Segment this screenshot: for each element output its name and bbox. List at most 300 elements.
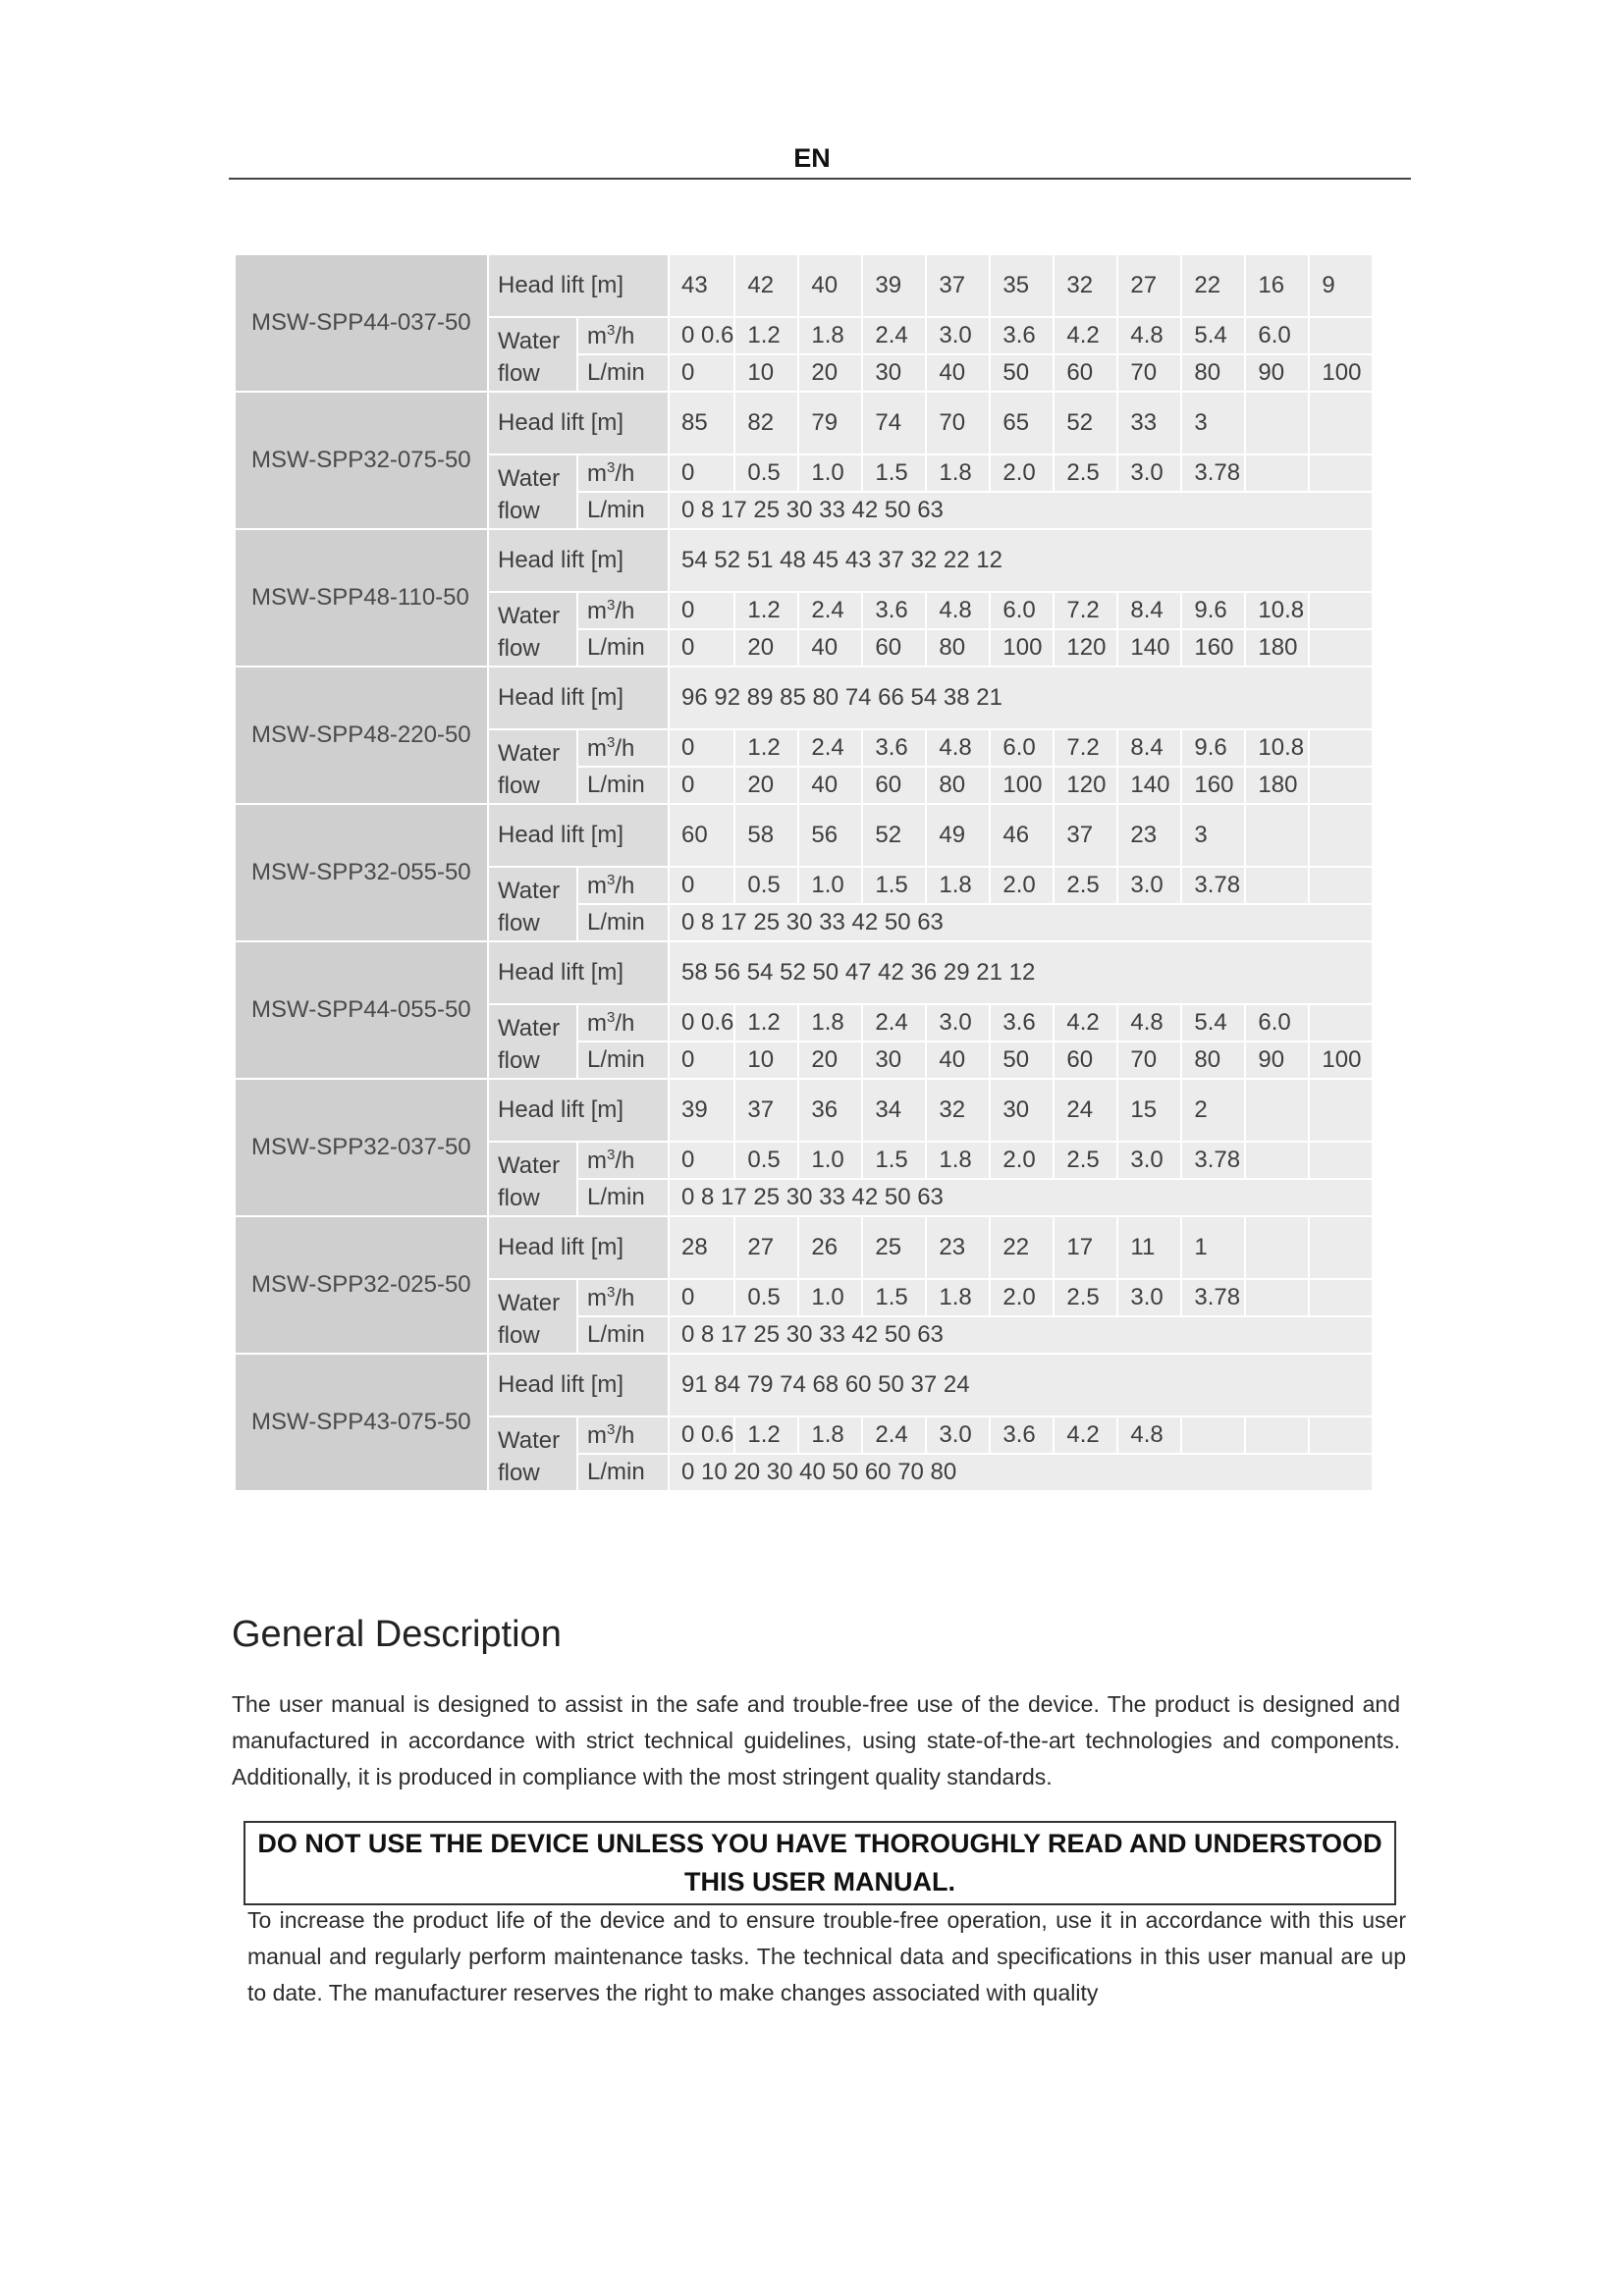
value-cell: 10.8: [1245, 729, 1309, 767]
intro-paragraph: The user manual is designed to assist in the safe and trouble-free use of the device. The product is designed and manufactured in accordance with strict technical guidelines, using state-of-the-art technologies and components. Additionally, it is produced in compliance with the most stringent quality standards.: [232, 1691, 1400, 1789]
section-heading: General Description: [232, 1614, 562, 1655]
value-cell: 26: [798, 1216, 862, 1279]
value-cell: 1.0: [798, 867, 862, 904]
value-cell: 6.0: [990, 729, 1054, 767]
value-cell: 70: [1117, 1041, 1181, 1079]
unit-base: m: [587, 1009, 607, 1037]
water-flow-label: [488, 592, 577, 667]
unit-exponent: 3: [607, 871, 616, 888]
unit-exponent: 3: [607, 733, 616, 751]
table-row: [235, 529, 1373, 592]
value-cell: 52: [862, 804, 926, 867]
value-cell: 60: [1054, 354, 1117, 392]
value-cell: 20: [734, 767, 798, 804]
value-cell: 22: [990, 1216, 1054, 1279]
value-cell: 32: [1054, 254, 1117, 317]
unit-base: m: [587, 1284, 607, 1311]
value-cell: 85: [669, 392, 734, 454]
value-cell: 5.4: [1181, 1004, 1245, 1041]
value-cell: 1.5: [862, 867, 926, 904]
value-cell: 39: [862, 254, 926, 317]
value-cell: 30: [990, 1079, 1054, 1142]
value-cell: 3.0: [1117, 1142, 1181, 1179]
unit-base: m: [587, 1147, 607, 1174]
value-cell: 4.8: [1117, 317, 1181, 354]
value-cell: 1.8: [798, 1416, 862, 1454]
empty-cell: [1309, 592, 1373, 629]
value-cell: 27: [1117, 254, 1181, 317]
m3h-unit-label: [577, 454, 669, 492]
value-cell: 24: [1054, 1079, 1117, 1142]
unit-base: m: [587, 734, 607, 762]
value-cell: 2.4: [798, 729, 862, 767]
water-label: Water: [498, 603, 561, 629]
value-cell: 4.2: [1054, 1416, 1117, 1454]
value-cell: 3.78: [1181, 1142, 1245, 1179]
value-cell: 90: [1245, 1041, 1309, 1079]
value-cell: 49: [926, 804, 990, 867]
value-cell: 39: [669, 1079, 734, 1142]
value-cell: 43: [669, 254, 734, 317]
value-cell: 2.4: [862, 1416, 926, 1454]
model-name: MSW-SPP32-055-50: [235, 804, 488, 941]
m3h-unit-label: [577, 1416, 669, 1454]
value-cell: 2.0: [990, 454, 1054, 492]
value-cell: 9.6: [1181, 592, 1245, 629]
value-cell: 60: [669, 804, 734, 867]
value-cell: 0 8 17 25 30 33 42 50 63: [669, 904, 1373, 941]
unit-exponent: 3: [607, 596, 616, 614]
value-cell: 1.8: [926, 867, 990, 904]
m3h-unit-label: [577, 867, 669, 904]
unit-tail: /h: [615, 322, 635, 349]
value-cell: 79: [798, 392, 862, 454]
value-cell: 4.8: [926, 729, 990, 767]
lmin-unit-label: L/min: [577, 1041, 669, 1079]
value-cell: 3.78: [1181, 454, 1245, 492]
unit-base: m: [587, 322, 607, 349]
table-row: [235, 804, 1373, 867]
value-cell: 46: [990, 804, 1054, 867]
value-cell: 2.4: [798, 592, 862, 629]
body-paragraph: To increase the product life of the device and to ensure trouble-free operation, use it in accordance with this user manual and regularly perform maintenance tasks. The technical data and specifications in this user manual are up to date. The manufacturer reserves the right to make changes associated with quality: [247, 1907, 1406, 2005]
value-cell: 58: [734, 804, 798, 867]
model-name: MSW-SPP48-110-50: [235, 529, 488, 667]
value-cell: 58 56 54 52 50 47 42 36 29 21 12: [669, 941, 1373, 1004]
model-name: MSW-SPP32-075-50: [235, 392, 488, 529]
empty-cell: [1309, 729, 1373, 767]
empty-cell: [1245, 1416, 1309, 1454]
empty-cell: [1245, 392, 1309, 454]
head-lift-label: Head lift [m]: [488, 941, 669, 1004]
value-cell: 2.5: [1054, 1142, 1117, 1179]
value-cell: 100: [990, 629, 1054, 667]
value-cell: 1.5: [862, 1142, 926, 1179]
value-cell: 0 8 17 25 30 33 42 50 63: [669, 1179, 1373, 1216]
lmin-unit-label: L/min: [577, 629, 669, 667]
empty-cell: [1245, 1079, 1309, 1142]
table-row: [235, 941, 1373, 1004]
value-cell: 36: [798, 1079, 862, 1142]
value-cell: 100: [990, 767, 1054, 804]
value-cell: 34: [862, 1079, 926, 1142]
value-cell: 90: [1245, 354, 1309, 392]
value-cell: 2.0: [990, 1279, 1054, 1316]
value-cell: 3.0: [1117, 1279, 1181, 1316]
value-cell: 20: [734, 629, 798, 667]
value-cell: 40: [798, 254, 862, 317]
unit-tail: /h: [615, 734, 635, 762]
value-cell: 1.5: [862, 454, 926, 492]
flow-label: flow: [498, 1460, 540, 1486]
value-cell: 70: [926, 392, 990, 454]
water-flow-label: [488, 317, 577, 392]
head-lift-label: Head lift [m]: [488, 1079, 669, 1142]
value-cell: 1.0: [798, 454, 862, 492]
unit-exponent: 3: [607, 321, 616, 339]
value-cell: 52: [1054, 392, 1117, 454]
value-cell: 8.4: [1117, 592, 1181, 629]
value-cell: 2.5: [1054, 454, 1117, 492]
value-cell: 0: [669, 1041, 734, 1079]
value-cell: 16: [1245, 254, 1309, 317]
value-cell: 4.2: [1054, 1004, 1117, 1041]
empty-cell: [1245, 1279, 1309, 1316]
m3h-unit-label: [577, 1279, 669, 1316]
water-label: Water: [498, 1290, 561, 1316]
value-cell: 0: [669, 767, 734, 804]
unit-tail: /h: [615, 459, 635, 487]
value-cell: 0: [669, 354, 734, 392]
value-cell: 1.2: [734, 1416, 798, 1454]
head-lift-label: Head lift [m]: [488, 392, 669, 454]
value-cell: 3: [1181, 392, 1245, 454]
value-cell: 3.0: [1117, 454, 1181, 492]
unit-exponent: 3: [607, 1146, 616, 1163]
value-cell: 74: [862, 392, 926, 454]
value-cell: 37: [926, 254, 990, 317]
water-flow-label: [488, 454, 577, 529]
value-cell: 91 84 79 74 68 60 50 37 24: [669, 1354, 1373, 1416]
value-cell: 35: [990, 254, 1054, 317]
value-cell: 2.5: [1054, 1279, 1117, 1316]
unit-exponent: 3: [607, 1008, 616, 1026]
model-name: MSW-SPP48-220-50: [235, 667, 488, 804]
table-row: [235, 1079, 1373, 1142]
value-cell: 40: [798, 629, 862, 667]
value-cell: 1.2: [734, 317, 798, 354]
value-cell: 5.4: [1181, 317, 1245, 354]
value-cell: 1.2: [734, 592, 798, 629]
value-cell: 0 0.6: [669, 1004, 734, 1041]
value-cell: 60: [862, 629, 926, 667]
flow-label: flow: [498, 1322, 540, 1349]
value-cell: 3.78: [1181, 1279, 1245, 1316]
water-label: Water: [498, 1152, 561, 1179]
value-cell: 40: [926, 1041, 990, 1079]
value-cell: 3.6: [990, 1416, 1054, 1454]
value-cell: 37: [734, 1079, 798, 1142]
empty-cell: [1309, 629, 1373, 667]
empty-cell: [1309, 1142, 1373, 1179]
value-cell: 7.2: [1054, 592, 1117, 629]
water-flow-label: [488, 1416, 577, 1491]
language-code: EN: [793, 143, 831, 173]
water-flow-label: [488, 867, 577, 941]
unit-exponent: 3: [607, 1420, 616, 1438]
value-cell: 0.5: [734, 867, 798, 904]
value-cell: 50: [990, 1041, 1054, 1079]
value-cell: 3.0: [1117, 867, 1181, 904]
value-cell: 8.4: [1117, 729, 1181, 767]
head-lift-label: Head lift [m]: [488, 1216, 669, 1279]
water-label: Water: [498, 878, 561, 904]
value-cell: 0 0.6: [669, 1416, 734, 1454]
unit-tail: /h: [615, 872, 635, 899]
lmin-unit-label: L/min: [577, 1316, 669, 1354]
unit-tail: /h: [615, 597, 635, 624]
value-cell: 30: [862, 354, 926, 392]
warning-box: DO NOT USE THE DEVICE UNLESS YOU HAVE THOROUGHLY READ AND UNDERSTOOD THIS USER MANUAL.: [244, 1821, 1396, 1905]
value-cell: 33: [1117, 392, 1181, 454]
m3h-unit-label: [577, 592, 669, 629]
unit-tail: /h: [615, 1009, 635, 1037]
m3h-unit-label: [577, 729, 669, 767]
value-cell: 2.4: [862, 1004, 926, 1041]
value-cell: 20: [798, 354, 862, 392]
value-cell: 96 92 89 85 80 74 66 54 38 21: [669, 667, 1373, 729]
value-cell: 140: [1117, 629, 1181, 667]
value-cell: 56: [798, 804, 862, 867]
flow-label: flow: [498, 1047, 540, 1074]
empty-cell: [1245, 867, 1309, 904]
value-cell: 11: [1117, 1216, 1181, 1279]
value-cell: 80: [926, 767, 990, 804]
value-cell: 120: [1054, 767, 1117, 804]
empty-cell: [1245, 804, 1309, 867]
table-row: [235, 254, 1373, 317]
lmin-unit-label: L/min: [577, 354, 669, 392]
value-cell: 1.8: [798, 317, 862, 354]
value-cell: 1.2: [734, 1004, 798, 1041]
value-cell: 20: [798, 1041, 862, 1079]
value-cell: 54 52 51 48 45 43 37 32 22 12: [669, 529, 1373, 592]
value-cell: 180: [1245, 767, 1309, 804]
value-cell: 9: [1309, 254, 1373, 317]
lmin-unit-label: L/min: [577, 492, 669, 529]
model-name: MSW-SPP44-037-50: [235, 254, 488, 392]
water-flow-label: [488, 1279, 577, 1354]
empty-cell: [1309, 804, 1373, 867]
value-cell: 0 8 17 25 30 33 42 50 63: [669, 1316, 1373, 1354]
value-cell: 0 0.6: [669, 317, 734, 354]
empty-cell: [1309, 454, 1373, 492]
unit-base: m: [587, 597, 607, 624]
value-cell: 1.0: [798, 1142, 862, 1179]
unit-exponent: 3: [607, 458, 616, 476]
value-cell: 10.8: [1245, 592, 1309, 629]
water-label: Water: [498, 328, 561, 354]
value-cell: 60: [862, 767, 926, 804]
value-cell: 60: [1054, 1041, 1117, 1079]
empty-cell: [1309, 1416, 1373, 1454]
value-cell: 0 10 20 30 40 50 60 70 80: [669, 1454, 1373, 1491]
value-cell: 1: [1181, 1216, 1245, 1279]
flow-label: flow: [498, 360, 540, 387]
table-row: [235, 1354, 1373, 1416]
value-cell: 6.0: [1245, 1004, 1309, 1041]
value-cell: 27: [734, 1216, 798, 1279]
value-cell: 4.8: [1117, 1004, 1181, 1041]
value-cell: 1.8: [926, 1142, 990, 1179]
empty-cell: [1309, 867, 1373, 904]
value-cell: 0.5: [734, 1142, 798, 1179]
lmin-unit-label: L/min: [577, 767, 669, 804]
value-cell: 1.8: [926, 454, 990, 492]
value-cell: 1.0: [798, 1279, 862, 1316]
flow-label: flow: [498, 773, 540, 799]
m3h-unit-label: [577, 317, 669, 354]
value-cell: 0: [669, 729, 734, 767]
head-lift-label: Head lift [m]: [488, 667, 669, 729]
value-cell: 1.8: [798, 1004, 862, 1041]
value-cell: 80: [1181, 354, 1245, 392]
value-cell: 70: [1117, 354, 1181, 392]
empty-cell: [1309, 1216, 1373, 1279]
value-cell: 17: [1054, 1216, 1117, 1279]
value-cell: 42: [734, 254, 798, 317]
value-cell: 0: [669, 592, 734, 629]
value-cell: 120: [1054, 629, 1117, 667]
value-cell: 0: [669, 629, 734, 667]
value-cell: 32: [926, 1079, 990, 1142]
table-row: [235, 1216, 1373, 1279]
value-cell: 6.0: [990, 592, 1054, 629]
flow-label: flow: [498, 635, 540, 662]
value-cell: 6.0: [1245, 317, 1309, 354]
empty-cell: [1245, 454, 1309, 492]
value-cell: 4.2: [1054, 317, 1117, 354]
water-label: Water: [498, 740, 561, 767]
empty-cell: [1309, 1004, 1373, 1041]
value-cell: 2.4: [862, 317, 926, 354]
value-cell: 23: [926, 1216, 990, 1279]
m3h-unit-label: [577, 1004, 669, 1041]
water-flow-label: [488, 1142, 577, 1216]
value-cell: 0.5: [734, 454, 798, 492]
value-cell: 3.78: [1181, 867, 1245, 904]
model-name: MSW-SPP32-037-50: [235, 1079, 488, 1216]
m3h-unit-label: [577, 1142, 669, 1179]
value-cell: 140: [1117, 767, 1181, 804]
unit-tail: /h: [615, 1284, 635, 1311]
value-cell: 1.8: [926, 1279, 990, 1316]
value-cell: 3.6: [990, 317, 1054, 354]
unit-tail: /h: [615, 1421, 635, 1449]
value-cell: 9.6: [1181, 729, 1245, 767]
model-name: MSW-SPP43-075-50: [235, 1354, 488, 1491]
value-cell: 0: [669, 867, 734, 904]
unit-tail: /h: [615, 1147, 635, 1174]
unit-base: m: [587, 459, 607, 487]
lmin-unit-label: L/min: [577, 1454, 669, 1491]
empty-cell: [1309, 767, 1373, 804]
water-label: Water: [498, 1015, 561, 1041]
empty-cell: [1245, 1216, 1309, 1279]
value-cell: 22: [1181, 254, 1245, 317]
lmin-unit-label: L/min: [577, 904, 669, 941]
value-cell: 2.0: [990, 867, 1054, 904]
value-cell: 3.6: [862, 592, 926, 629]
empty-cell: [1181, 1416, 1245, 1454]
head-lift-label: Head lift [m]: [488, 804, 669, 867]
pump-spec-table: [234, 253, 1374, 1492]
flow-label: flow: [498, 1185, 540, 1211]
value-cell: 0 8 17 25 30 33 42 50 63: [669, 492, 1373, 529]
value-cell: 2.0: [990, 1142, 1054, 1179]
value-cell: 10: [734, 354, 798, 392]
empty-cell: [1245, 1142, 1309, 1179]
value-cell: 4.8: [1117, 1416, 1181, 1454]
water-flow-label: [488, 729, 577, 804]
model-name: MSW-SPP32-025-50: [235, 1216, 488, 1354]
water-flow-label: [488, 1004, 577, 1079]
empty-cell: [1309, 392, 1373, 454]
value-cell: 23: [1117, 804, 1181, 867]
value-cell: 25: [862, 1216, 926, 1279]
head-lift-label: Head lift [m]: [488, 1354, 669, 1416]
value-cell: 160: [1181, 767, 1245, 804]
value-cell: 180: [1245, 629, 1309, 667]
value-cell: 30: [862, 1041, 926, 1079]
value-cell: 3.0: [926, 1004, 990, 1041]
value-cell: 3: [1181, 804, 1245, 867]
value-cell: 28: [669, 1216, 734, 1279]
value-cell: 80: [926, 629, 990, 667]
header-rule: [229, 178, 1411, 180]
value-cell: 80: [1181, 1041, 1245, 1079]
head-lift-label: Head lift [m]: [488, 254, 669, 317]
value-cell: 100: [1309, 354, 1373, 392]
water-label: Water: [498, 1427, 561, 1454]
value-cell: 0: [669, 1142, 734, 1179]
value-cell: 3.0: [926, 317, 990, 354]
value-cell: 10: [734, 1041, 798, 1079]
value-cell: 65: [990, 392, 1054, 454]
value-cell: 1.5: [862, 1279, 926, 1316]
unit-exponent: 3: [607, 1283, 616, 1301]
value-cell: 3.6: [990, 1004, 1054, 1041]
unit-base: m: [587, 872, 607, 899]
value-cell: 0: [669, 454, 734, 492]
head-lift-label: Head lift [m]: [488, 529, 669, 592]
value-cell: 160: [1181, 629, 1245, 667]
value-cell: 2: [1181, 1079, 1245, 1142]
value-cell: 2.5: [1054, 867, 1117, 904]
value-cell: 3.6: [862, 729, 926, 767]
value-cell: 40: [798, 767, 862, 804]
value-cell: 0.5: [734, 1279, 798, 1316]
value-cell: 15: [1117, 1079, 1181, 1142]
value-cell: 40: [926, 354, 990, 392]
empty-cell: [1309, 1079, 1373, 1142]
value-cell: 0: [669, 1279, 734, 1316]
value-cell: 7.2: [1054, 729, 1117, 767]
value-cell: 82: [734, 392, 798, 454]
empty-cell: [1309, 317, 1373, 354]
value-cell: 50: [990, 354, 1054, 392]
table-row: [235, 392, 1373, 454]
